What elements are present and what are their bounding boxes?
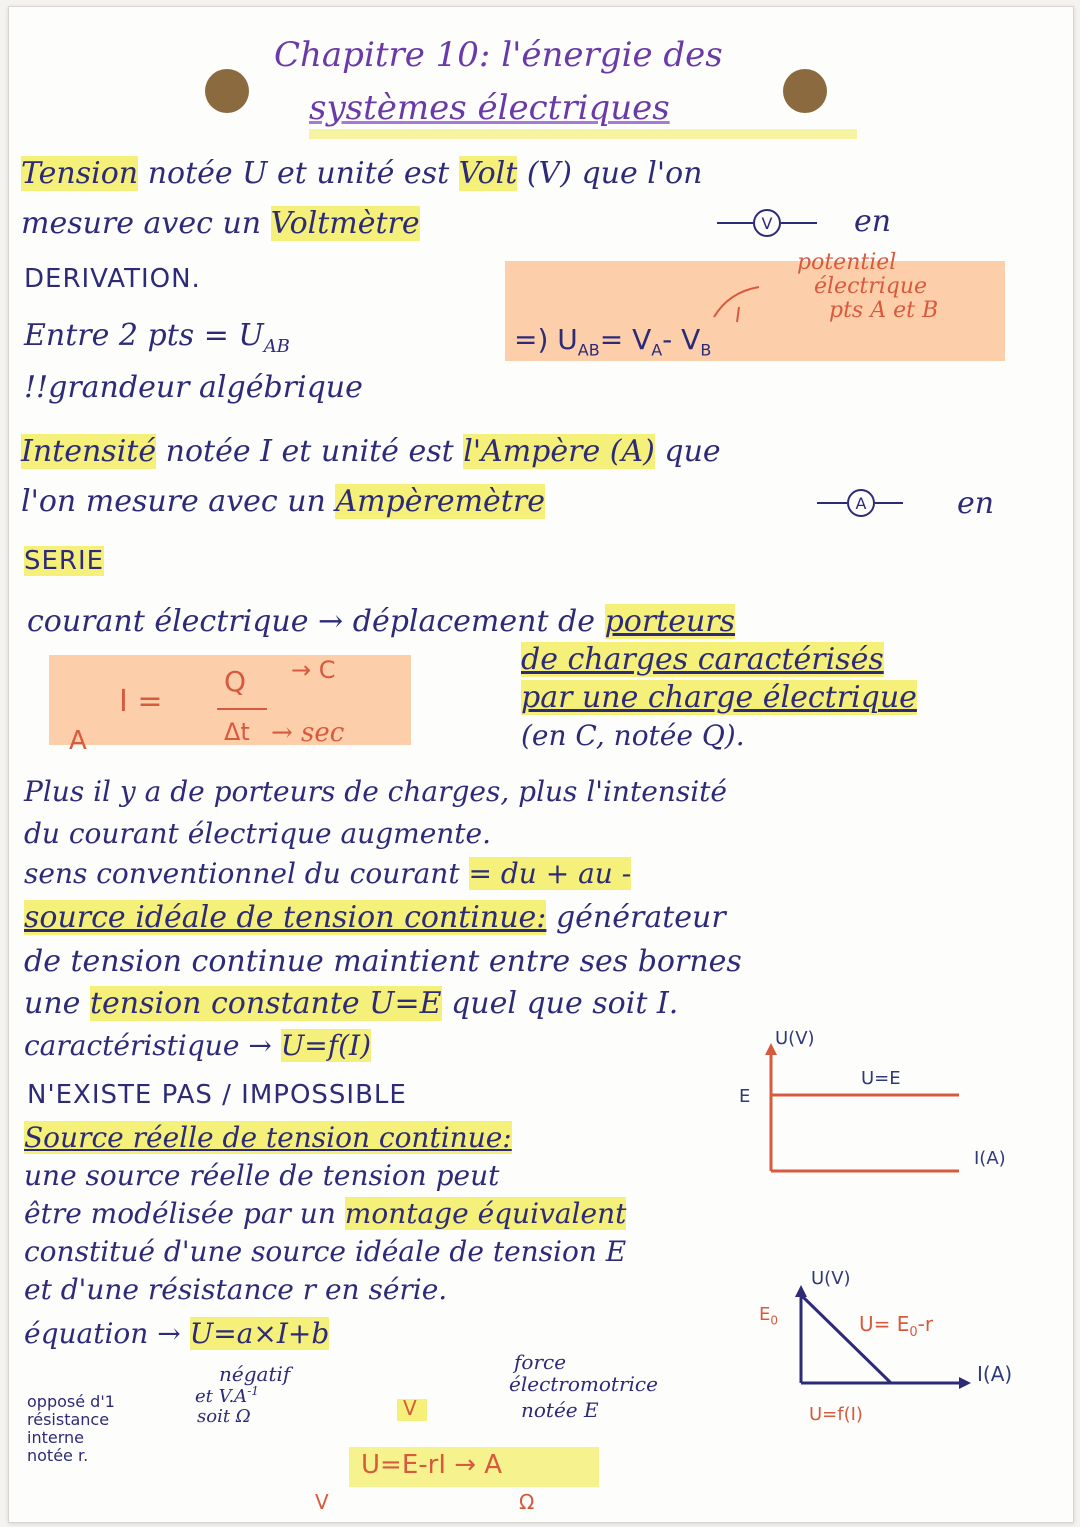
courant-line-3: par une charge électrique	[521, 680, 917, 715]
formula-c: → C	[291, 656, 336, 684]
force-note-2: électromotrice	[509, 1372, 658, 1396]
potentiel-arrow	[709, 287, 769, 347]
voltmeter-label: V	[761, 214, 773, 233]
source-reelle-line-2: une source réelle de tension peut	[24, 1159, 500, 1192]
equation-line: équation → U=a×I+b	[24, 1317, 330, 1350]
tension-line-1: Tension notée U et unité est Volt (V) que l'on	[21, 156, 703, 191]
source-ideale-line-1: source idéale de tension continue: générateur	[24, 900, 726, 935]
negatif-note: négatif	[219, 1362, 291, 1386]
real-graph-e0-label: $E_0$	[759, 1304, 779, 1328]
intensite-line-2: l'on mesure avec un Ampèremètre	[21, 484, 545, 519]
electrique-note: électrique	[814, 274, 928, 299]
fraction-bar	[217, 707, 277, 711]
ammeter-label: A	[855, 494, 867, 513]
ideal-graph-ue-label: U=E	[861, 1068, 901, 1089]
source-reelle-line-4: constitué d'une source idéale de tension E	[24, 1235, 627, 1268]
final-formula: U=E-rI → A	[361, 1450, 503, 1480]
formula-sec: → sec	[271, 718, 345, 748]
grandeur-algebrique: !!grandeur algébrique	[24, 370, 363, 405]
source-reelle-line-3: être modélisée par un montage équivalent	[24, 1197, 627, 1230]
uab-formula: =) $U_{AB}= V_A-$ $V_B$	[514, 323, 712, 360]
ammeter-symbol	[817, 483, 937, 523]
formula-dt: Δt	[224, 718, 250, 746]
nexiste-pas: N'EXISTE PAS / IMPOSSIBLE	[27, 1080, 407, 1110]
formula-i: I =	[119, 684, 163, 719]
oppose-note-2: résistance	[27, 1410, 110, 1429]
real-graph-y-label: U(V)	[811, 1268, 851, 1289]
real-graph-f-label: U=f(I)	[809, 1404, 863, 1425]
ideal-graph-x-label: I(A)	[974, 1148, 1006, 1169]
real-source-graph	[781, 1283, 1041, 1423]
tension-line-2-end: en	[854, 204, 892, 239]
source-reelle-line-1: Source réelle de tension continue:	[24, 1121, 512, 1154]
courant-line-2: de charges caractérisés	[521, 642, 884, 677]
title-line-1: Chapitre 10: l'énergie des	[274, 35, 723, 75]
real-graph-x-label: I(A)	[977, 1362, 1013, 1386]
source-ideale-line-3: une tension constante U=E quel que soit I.	[24, 986, 679, 1021]
formula-a: A	[69, 726, 87, 756]
oppose-note-4: notée r.	[27, 1446, 89, 1465]
source-reelle-line-5: et d'une résistance r en série.	[24, 1273, 448, 1306]
notebook-page	[8, 6, 1074, 1523]
real-graph-equation: $U= E_0-r$	[859, 1312, 934, 1340]
punch-hole-left	[205, 69, 249, 113]
sens-conventionnel: sens conventionnel du courant = du + au -	[24, 857, 632, 890]
entre-2-pts: Entre 2 pts = $U_{AB}$	[24, 318, 290, 357]
ideal-graph-e-label: E	[739, 1086, 751, 1107]
plus-line-2: du courant électrique augmente.	[24, 817, 492, 850]
serie-label: SERIE	[24, 546, 105, 576]
pts-note: pts A et B	[829, 298, 939, 323]
force-note-3: notée E	[521, 1398, 599, 1422]
soit-ohm-note: soit Ω	[197, 1406, 251, 1427]
title-highlight	[309, 125, 869, 145]
oppose-note-1: opposé d'1	[27, 1392, 115, 1411]
force-note-1: force	[514, 1350, 567, 1374]
oppose-note-3: interne	[27, 1428, 84, 1447]
voltmeter-symbol	[717, 203, 837, 243]
potentiel-note: potentiel	[797, 250, 897, 275]
v-bottom-label: V	[315, 1490, 329, 1514]
real-graph-x-arrow	[959, 1377, 971, 1389]
derivation-label: DERIVATION.	[24, 264, 201, 294]
tension-line-2: mesure avec un Voltmètre	[21, 206, 420, 241]
plus-line-1: Plus il y a de porteurs de charges, plus l'intensité	[24, 775, 727, 808]
title-line-2: systèmes électriques	[309, 88, 670, 128]
omega-label: Ω	[519, 1490, 535, 1514]
source-ideale-line-2: de tension continue maintient entre ses bornes	[24, 944, 742, 979]
ideal-graph-y-label: U(V)	[775, 1028, 815, 1049]
intensite-line-1: Intensité notée I et unité est l'Ampère (A) que	[21, 434, 721, 469]
et-v-note: et $V.A^{-1}$	[195, 1384, 259, 1407]
source-ideale-line-4: caractéristique → U=f(I)	[24, 1029, 372, 1062]
punch-hole-right	[783, 69, 827, 113]
formula-q: Q	[224, 665, 247, 698]
courant-line-4: (en C, notée Q).	[521, 719, 745, 752]
intensite-line-2-end: en	[957, 486, 995, 521]
v-top-label: V	[403, 1396, 417, 1420]
courant-line-1: courant électrique → déplacement de porteurs	[27, 604, 736, 639]
